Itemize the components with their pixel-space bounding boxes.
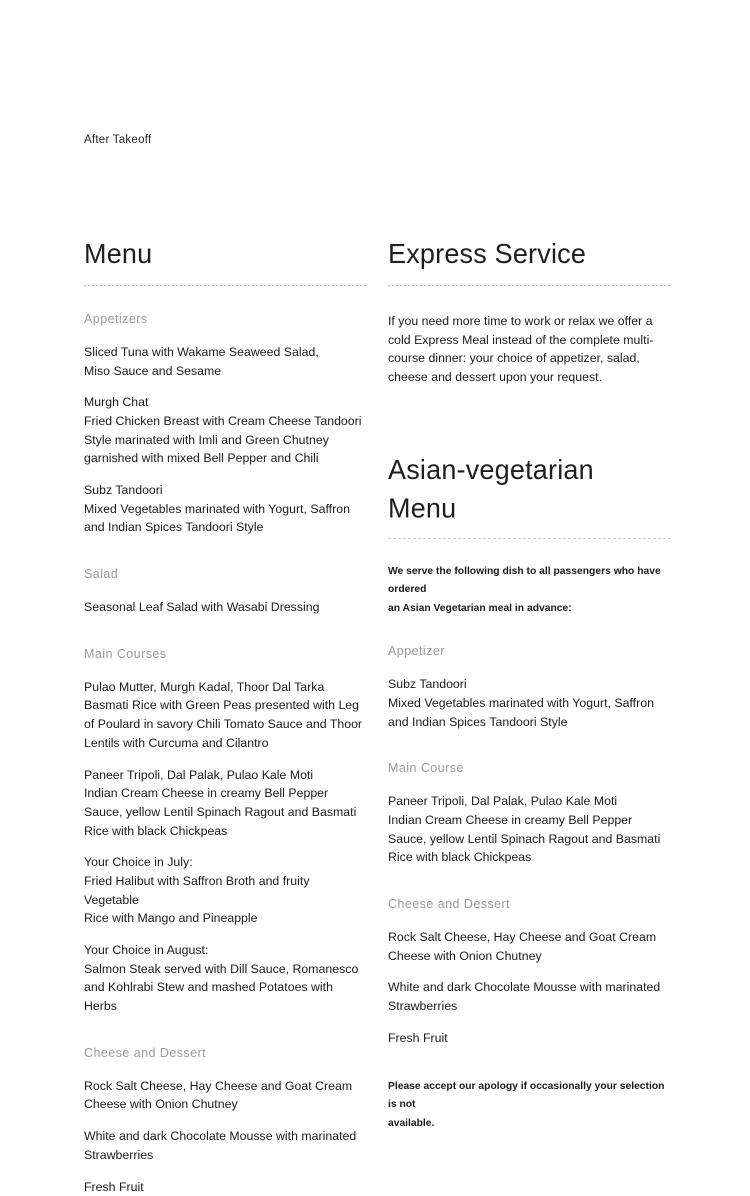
menu-item: Subz Tandoori Mixed Vegetables marinated with Yogurt, Saffron and Indian Spices Tandoori Style xyxy=(84,483,350,535)
menu-item: Murgh Chat Fried Chicken Breast with Cream Cheese Tandoori Style marinated with Imli and Green Chutney garnished with mixed Bell Pepper and Chili xyxy=(84,395,362,466)
asian-vegetarian-heading-line1: Asian-vegetarian xyxy=(388,453,594,485)
menu-heading: Menu xyxy=(84,238,153,270)
section-heading-appetizers: Appetizers xyxy=(84,311,148,326)
asian-vegetarian-heading-rule xyxy=(388,538,670,539)
express-service-heading-rule xyxy=(388,285,670,286)
availability-disclaimer: Please accept our apology if occasionally your selection is not available. xyxy=(388,1081,665,1129)
veg-menu-item: Paneer Tripoli, Dal Palak, Pulao Kale Moti Indian Cream Cheese in creamy Bell Pepper Sauce, yellow Lentil Spinach Ragout and Basmati Rice with black Chickpeas xyxy=(388,794,661,865)
asian-vegetarian-intro: We serve the following dish to all passengers who have ordered an Asian Vegetarian meal in advance: xyxy=(388,566,661,614)
menu-item: Fresh Fruit xyxy=(84,1179,144,1194)
menu-item: Paneer Tripoli, Dal Palak, Pulao Kale Moti Indian Cream Cheese in creamy Bell Pepper Sauce, yellow Lentil Spinach Ragout and Basmati Rice with black Chickpeas xyxy=(84,767,357,838)
asian-vegetarian-menu-heading xyxy=(388,451,670,528)
section-heading-salad: Salad xyxy=(84,567,119,582)
veg-menu-item: White and dark Chocolate Mousse with marinated Strawberries xyxy=(388,980,661,1014)
menu-column xyxy=(84,236,366,1196)
menu-item: Your Choice in August: Salmon Steak served with Dill Sauce, Romanesco and Kohlrabi Stew and mashed Potatoes with Herbs xyxy=(84,943,359,1014)
veg-section-heading-appetizer: Appetizer xyxy=(388,644,445,659)
section-heading-cheese-and-dessert: Cheese and Dessert xyxy=(84,1045,207,1060)
menu-item: Your Choice in July: Fried Halibut with Saffron Broth and fruity Vegetable Rice with Mango and Pineapple xyxy=(84,855,310,926)
asian-vegetarian-heading-line2: Menu xyxy=(388,492,457,524)
menu-item: Rock Salt Cheese, Hay Cheese and Goat Cream Cheese with Onion Chutney xyxy=(84,1078,353,1112)
veg-menu-item: Subz Tandoori Mixed Vegetables marinated with Yogurt, Saffron and Indian Spices Tandoori Style xyxy=(388,677,654,729)
express-and-vegetarian-column xyxy=(388,236,670,1047)
service-phase-label: After Takeoff xyxy=(84,134,152,146)
veg-section-heading-cheese-and-dessert: Cheese and Dessert xyxy=(388,896,511,911)
menu-item: White and dark Chocolate Mousse with marinated Strawberries xyxy=(84,1129,357,1162)
section-heading-main-courses: Main Courses xyxy=(84,646,167,661)
veg-section-heading-main-course: Main Course xyxy=(388,761,464,776)
menu-heading-rule xyxy=(84,285,366,286)
menu-item: Seasonal Leaf Salad with Wasabi Dressing xyxy=(84,600,320,615)
menu-item: Pulao Mutter, Murgh Kadal, Thoor Dal Tarka Basmati Rice with Green Peas presented with Leg of Poulard in savory Chili Tomato Sauce and Thoor Lentils with Curcuma and Cilantro xyxy=(84,679,363,750)
express-service-body: If you need more time to work or relax we offer a cold Express Meal instead of the complete multi- course dinner: your choice of appetizer, salad, cheese and dessert upon your request. xyxy=(388,313,654,384)
menu-item: Sliced Tuna with Wakame Seaweed Salad, Miso Sauce and Sesame xyxy=(84,344,319,378)
express-service-heading: Express Service xyxy=(388,238,587,270)
veg-menu-item: Fresh Fruit xyxy=(388,1030,448,1045)
veg-menu-item: Rock Salt Cheese, Hay Cheese and Goat Cream Cheese with Onion Chutney xyxy=(388,929,657,963)
